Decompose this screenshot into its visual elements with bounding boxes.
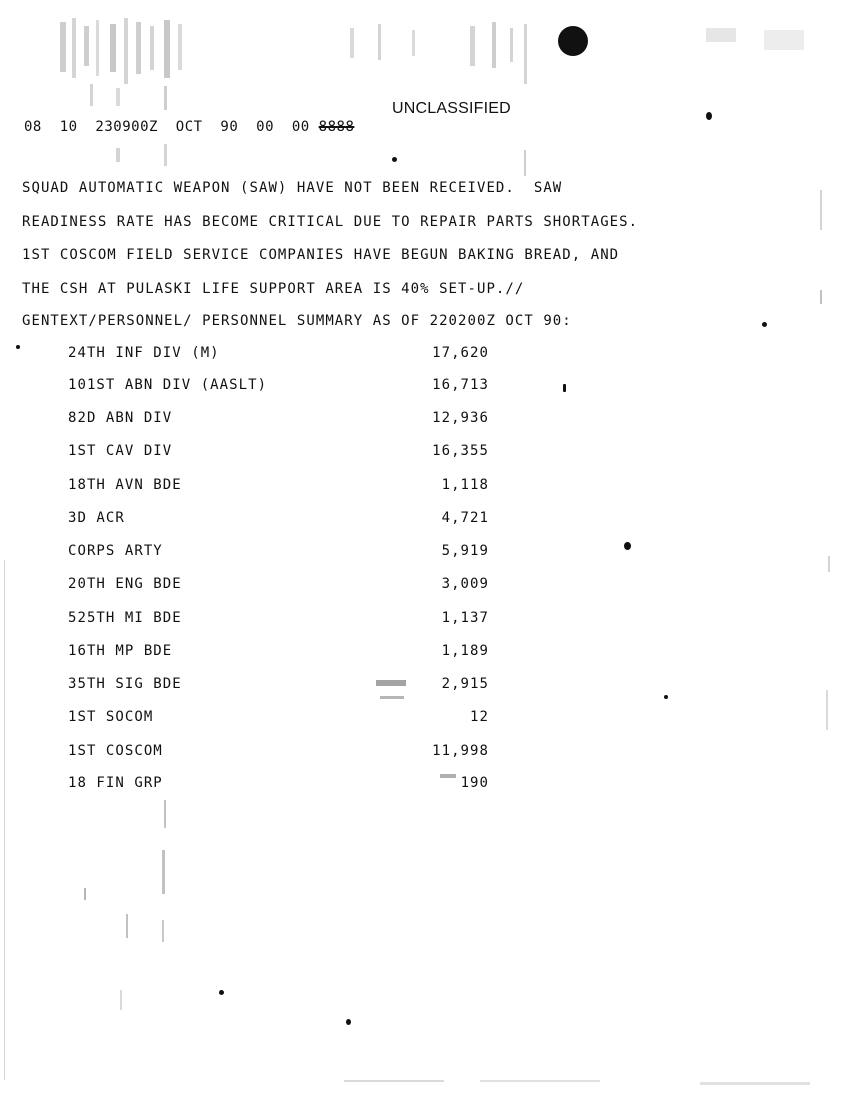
body-line-3: 1ST COSCOM FIELD SERVICE COMPANIES HAVE BEGUN BAKING BREAD, AND <box>22 247 620 263</box>
punch-hole-mark <box>558 26 588 56</box>
unit-name: 3D ACR <box>68 510 125 526</box>
unit-name: 1ST COSCOM <box>68 743 163 759</box>
unit-strength: 16,355 <box>432 443 489 459</box>
unit-name: 82D ABN DIV <box>68 410 173 426</box>
speck <box>664 695 668 699</box>
body-line-4: THE CSH AT PULASKI LIFE SUPPORT AREA IS 40% SET-UP.// <box>22 281 525 297</box>
dtg-struck-text: 8888 <box>318 119 355 135</box>
unit-name: 525TH MI BDE <box>68 610 182 626</box>
personnel-summary-heading: GENTEXT/PERSONNEL/ PERSONNEL SUMMARY AS OF 220200Z OCT 90: <box>22 313 572 329</box>
unit-strength: 4,721 <box>441 510 489 526</box>
unit-name: 101ST ABN DIV (AASLT) <box>68 377 268 393</box>
body-line-1: SQUAD AUTOMATIC WEAPON (SAW) HAVE NOT BEEN RECEIVED. SAW <box>22 180 563 196</box>
unit-strength: 2,915 <box>441 676 489 692</box>
unit-name: 20TH ENG BDE <box>68 576 182 592</box>
message-date-time-group <box>24 119 354 135</box>
speck <box>563 384 566 392</box>
speck <box>624 542 631 550</box>
body-line-2: READINESS RATE HAS BECOME CRITICAL DUE TO REPAIR PARTS SHORTAGES. <box>22 214 639 230</box>
unit-name: 16TH MP BDE <box>68 643 173 659</box>
unit-strength: 16,713 <box>432 377 489 393</box>
unit-strength: 1,189 <box>441 643 489 659</box>
classification-marking: UNCLASSIFIED <box>392 100 511 117</box>
speck <box>392 157 397 162</box>
unit-name: 35TH SIG BDE <box>68 676 182 692</box>
unit-strength: 12 <box>470 709 489 725</box>
unit-strength: 5,919 <box>441 543 489 559</box>
dtg-text: 08 10 230900Z OCT 90 00 00 <box>24 119 310 135</box>
unit-strength: 12,936 <box>432 410 489 426</box>
unit-name: 1ST SOCOM <box>68 709 154 725</box>
unit-name: CORPS ARTY <box>68 543 163 559</box>
unit-strength: 11,998 <box>432 743 489 759</box>
unit-strength: 17,620 <box>432 345 489 361</box>
unit-strength: 3,009 <box>441 576 489 592</box>
unit-strength: 1,118 <box>441 477 489 493</box>
unit-name: 1ST CAV DIV <box>68 443 173 459</box>
speck <box>762 322 767 327</box>
unit-strength: 1,137 <box>441 610 489 626</box>
speck <box>219 990 224 995</box>
speck <box>16 345 20 349</box>
speck <box>706 112 712 120</box>
speck <box>346 1019 351 1025</box>
unit-strength: 190 <box>460 775 489 791</box>
unit-name: 18 FIN GRP <box>68 775 163 791</box>
unit-name: 24TH INF DIV (M) <box>68 345 220 361</box>
unit-name: 18TH AVN BDE <box>68 477 182 493</box>
